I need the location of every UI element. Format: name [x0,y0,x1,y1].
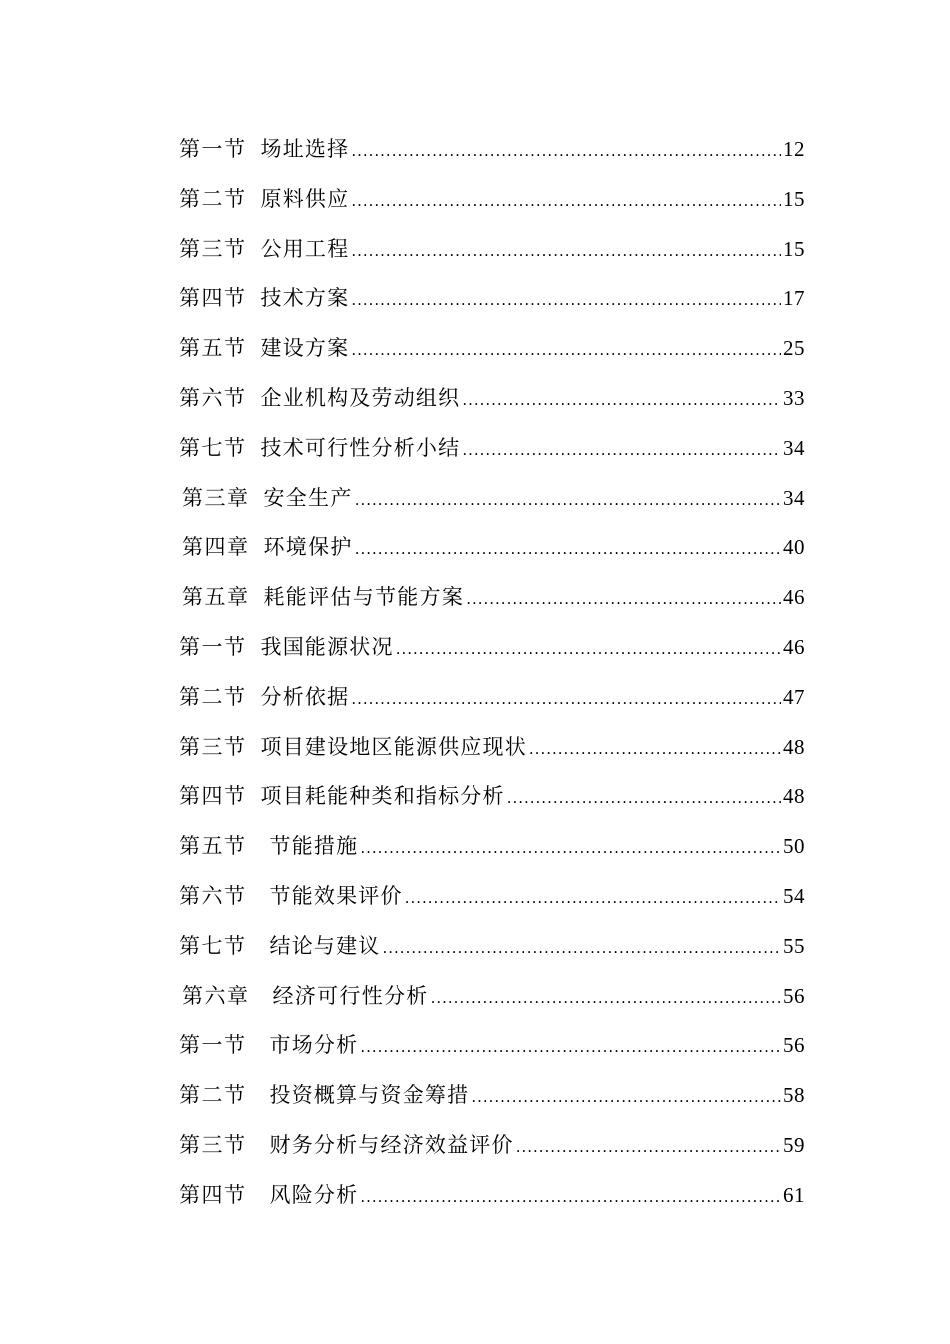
toc-entry-title: 项目建设地区能源供应现状 [260,734,527,759]
dot-leader [351,236,781,266]
toc-entry-title: 财务分析与经济效益评价 [269,1132,514,1157]
toc-entry-page: 61 [783,1182,805,1207]
toc-entry-title: 企业机构及劳动组织 [260,385,461,410]
toc-chapter-entry[interactable] [0,522,950,572]
toc-entry-page: 15 [783,236,805,261]
dot-leader [360,1032,781,1062]
dot-leader [383,933,782,963]
dot-leader [355,534,781,564]
toc-entry-page: 46 [783,585,805,610]
toc-entry-label: 第六节 [179,385,247,410]
toc-entry-title: 市场分析 [269,1033,359,1058]
dot-leader [351,335,781,365]
dot-leader [351,684,781,714]
toc-entry-page: 12 [783,137,805,161]
toc-entry[interactable] [0,1120,950,1170]
toc-entry-label: 第四章 [182,535,250,560]
dot-leader [351,136,781,166]
toc-entry[interactable] [0,771,950,821]
toc-entry-page: 58 [783,1083,805,1108]
dot-leader [355,485,781,515]
dot-leader [360,1182,781,1212]
toc-entry[interactable] [0,124,950,174]
toc-chapter-entry[interactable] [0,473,950,523]
toc-entry[interactable] [0,821,950,871]
dot-leader [431,983,781,1013]
toc-entry-title: 结论与建议 [269,933,381,958]
toc-entry-title: 节能效果评价 [269,883,403,908]
toc-chapter-entry[interactable] [0,572,950,622]
dot-leader [405,883,781,913]
toc-entry-label: 第五节 [179,336,247,361]
dot-leader [529,734,781,764]
toc-entry-page: 33 [783,385,805,410]
toc-entry-label: 第一节 [179,634,247,659]
toc-entry-page: 48 [783,784,805,809]
toc-entry-title: 分析依据 [260,684,350,709]
toc-entry-title: 项目耗能种类和指标分析 [260,784,505,809]
toc-entry-title: 安全生产 [263,485,353,510]
toc-entry-label: 第六章 [182,983,250,1008]
toc-entry[interactable] [0,871,950,921]
toc-entry-title: 场址选择 [260,137,350,161]
toc-entry-page: 56 [783,1033,805,1058]
toc-entry-label: 第七节 [179,435,247,460]
toc-entry-label: 第三节 [179,236,247,261]
toc-entry-page: 50 [783,834,805,859]
dot-leader [471,1082,781,1112]
toc-entry-page: 34 [783,435,805,460]
toc-entry-page: 40 [783,535,805,560]
toc-entry-label: 第一节 [179,1033,247,1058]
toc-entry[interactable] [0,224,950,274]
toc-entry-title: 建设方案 [260,336,350,361]
toc-entry[interactable] [0,323,950,373]
dot-leader [507,783,781,813]
toc-entry-label: 第七节 [179,933,247,958]
toc-entry-label: 第四节 [179,1182,247,1207]
dot-leader [516,1132,781,1162]
toc-entry-title: 节能措施 [269,834,359,859]
toc-entry-label: 第三章 [182,485,250,510]
toc-entry-page: 25 [783,336,805,361]
toc-entry[interactable] [0,174,950,224]
toc-entry[interactable] [0,921,950,971]
toc-entry-page: 54 [783,883,805,908]
toc-entry-title: 技术方案 [260,286,350,311]
dot-leader [462,435,781,465]
toc-entry-title: 风险分析 [269,1182,359,1207]
toc-entry[interactable] [0,273,950,323]
dot-leader [351,186,781,216]
toc-entry-page: 56 [783,983,805,1008]
toc-entry[interactable] [0,1020,950,1070]
toc-entry[interactable] [0,423,950,473]
toc-entry-page: 17 [783,286,805,311]
toc-entry-page: 48 [783,734,805,759]
dot-leader [462,385,781,415]
dot-leader [466,584,781,614]
toc-entry-label: 第四节 [179,286,247,311]
toc-entry[interactable] [0,672,950,722]
dot-leader [396,634,781,664]
toc-entry-page: 59 [783,1132,805,1157]
toc-entry-page: 47 [783,684,805,709]
toc-entry-title: 我国能源状况 [260,634,394,659]
toc-entry-page: 55 [783,933,805,958]
toc-entry[interactable] [0,722,950,772]
toc-entry-title: 投资概算与资金筹措 [269,1083,470,1108]
toc-entry-label: 第五章 [182,585,250,610]
toc-entry-page: 34 [783,485,805,510]
toc-entry-label: 第五节 [179,834,247,859]
toc-entry-label: 第四节 [179,784,247,809]
toc-entry-label: 第二节 [179,684,247,709]
toc-entry-title: 原料供应 [260,186,350,211]
toc-entry-page: 15 [783,186,805,211]
toc-entry-label: 第六节 [179,883,247,908]
toc-entry-label: 第一节 [179,137,247,161]
toc-entry[interactable] [0,373,950,423]
toc-entry[interactable] [0,1170,950,1220]
toc-entry-label: 第二节 [179,1083,247,1108]
dot-leader [351,285,781,315]
toc-entry[interactable] [0,1070,950,1120]
toc-entry-title: 技术可行性分析小结 [260,435,461,460]
toc-entry-title: 公用工程 [260,236,350,261]
dot-leader [360,833,781,863]
toc-entry[interactable] [0,622,950,672]
toc-chapter-entry[interactable] [0,971,950,1021]
toc-entry-label: 第三节 [179,1132,247,1157]
toc-entry-title: 耗能评估与节能方案 [263,585,465,610]
toc-entry-label: 第三节 [179,734,247,759]
toc-entry-label: 第二节 [179,186,247,211]
toc-entry-page: 46 [783,634,805,659]
table-of-contents [0,124,950,1220]
toc-entry-title: 经济可行性分析 [272,983,429,1008]
toc-entry-title: 环境保护 [263,535,353,560]
